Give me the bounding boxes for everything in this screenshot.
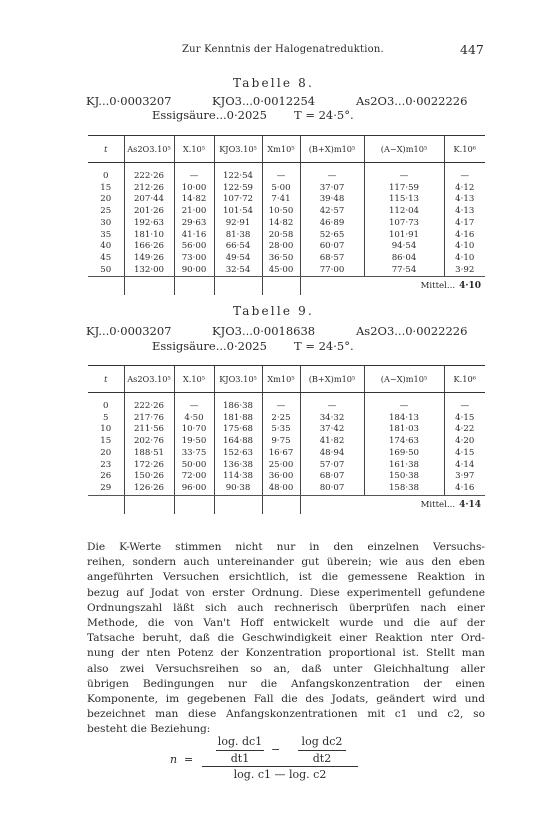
table-cell: 37·07	[300, 183, 364, 195]
table-cell: 37·42	[300, 424, 364, 436]
table-cell: 96·00	[174, 483, 214, 495]
table-cell: 3·97	[444, 471, 485, 483]
paragraph-line: also zwei Versuchsreihen so an, daß unter Gleichhaltung aller	[87, 662, 485, 675]
cond-temp: T = 24·5°.	[294, 339, 354, 353]
paragraph-line: reihen, sondern auch untereinander gut überein; wie aus den eben	[87, 556, 485, 569]
table-cell: 117·59	[364, 183, 444, 195]
table-cell: —	[364, 401, 444, 413]
table-row	[88, 471, 485, 483]
table-cell: 0	[103, 401, 109, 411]
table-cell: 50	[88, 265, 124, 277]
table-cell: 4·10	[444, 241, 485, 253]
table-cell: 68·07	[300, 471, 364, 483]
table-8-conditions-line2	[86, 108, 486, 122]
table-9-conditions-line1	[86, 324, 486, 338]
col-header: As2O3.10⁵	[124, 136, 174, 163]
table-row	[88, 401, 485, 413]
mean-label: Mittel...	[420, 499, 456, 510]
table-cell: 211·56	[124, 424, 174, 436]
table-cell: 40	[100, 241, 112, 252]
table-row	[88, 218, 485, 230]
table-cell: 29	[88, 483, 124, 495]
table-cell: 181·03	[364, 424, 444, 436]
table-cell: 222·26	[124, 171, 174, 183]
table-8-conditions-line1	[86, 94, 486, 108]
table-header-row	[88, 366, 485, 393]
table-cell: 36·00	[262, 471, 300, 483]
table-row	[88, 206, 485, 218]
table-cell: 4·13	[444, 194, 485, 206]
table-row	[88, 194, 485, 206]
table-cell: 150·38	[364, 471, 444, 483]
data-table-8	[88, 135, 485, 295]
fraction-bar	[216, 750, 264, 751]
table-cell: —	[262, 401, 300, 413]
table-cell: 164·88	[214, 436, 262, 448]
table-cell: 9·75	[262, 436, 300, 448]
paragraph-line: Ordnungszahl läßt sich auch rechnerisch überprüfen nach einer	[87, 601, 485, 614]
mean-value: 4·14	[459, 499, 481, 510]
formula-dt1: dt1	[230, 752, 250, 765]
table-row	[88, 436, 485, 448]
table-cell: 222·26	[124, 401, 174, 413]
table-cell: 41·16	[174, 230, 214, 242]
table-cell: 4·14	[444, 460, 485, 472]
cond-as2o3: As2O3...0·0022226	[356, 94, 468, 108]
table-cell: 45·00	[262, 265, 300, 277]
col-header: KJO3.10⁵	[214, 366, 262, 393]
table-cell: 5	[103, 412, 109, 423]
mean-label: Mittel...	[420, 281, 456, 292]
table-cell: 80·07	[300, 483, 364, 495]
table-cell: 42·57	[300, 206, 364, 218]
formula-num-right: log dc2	[301, 735, 343, 748]
table-cell: 94·54	[364, 241, 444, 253]
formula-equals: =	[184, 753, 194, 766]
table-cell: 132·00	[124, 265, 174, 277]
formula-minus: −	[271, 743, 281, 756]
table-row	[88, 171, 485, 183]
cond-as2o3: As2O3...0·0022226	[356, 324, 468, 338]
table-cell: 172·26	[124, 460, 174, 472]
table-cell: 4·15	[444, 448, 485, 460]
cond-acid: Essigsäure...0·2025	[152, 108, 267, 122]
cond-temp: T = 24·5°.	[294, 108, 354, 122]
table-cell: 35	[100, 229, 112, 240]
col-header: KJO3.10⁵	[214, 136, 262, 163]
table-cell: 5·35	[262, 424, 300, 436]
table-cell: —	[300, 171, 364, 183]
col-header: K.10⁶	[444, 136, 485, 163]
table-cell: 114·38	[214, 471, 262, 483]
table-cell: 186·38	[214, 401, 262, 413]
table-cell: 19·50	[174, 436, 214, 448]
table-cell: 188·51	[124, 448, 174, 460]
table-cell: 4·13	[444, 206, 485, 218]
table-cell: 0	[103, 171, 109, 181]
table-cell: 2·25	[262, 413, 300, 425]
col-header: As2O3.10⁵	[124, 366, 174, 393]
table-cell: 33·75	[174, 448, 214, 460]
body-paragraph	[87, 540, 485, 737]
paragraph-line: bezeichnet man diese Anfangskonzentrationen mit c1 und c2, so	[87, 708, 485, 721]
table-cell: 181·10	[124, 230, 174, 242]
table-cell: 73·00	[174, 253, 214, 265]
table-cell: 149·26	[124, 253, 174, 265]
table-cell: 23	[100, 459, 112, 470]
col-header: t	[88, 366, 124, 393]
table-row	[88, 483, 485, 495]
table-cell: 161·38	[364, 460, 444, 472]
table-cell: 60·07	[300, 241, 364, 253]
table-cell: 10·50	[262, 206, 300, 218]
table-cell: 217·76	[124, 413, 174, 425]
formula-dt2: dt2	[312, 752, 332, 765]
table-cell: 34·32	[300, 413, 364, 425]
table-cell: 10	[100, 424, 112, 435]
paragraph-line: nung der nten Potenz der Konzentration proportional ist. Stellt man	[87, 647, 485, 660]
paragraph-line: besteht die Beziehung:	[87, 723, 211, 736]
table-cell: 41·82	[300, 436, 364, 448]
table-cell: 30	[100, 217, 112, 228]
table-cell: 136·38	[214, 460, 262, 472]
paragraph-line: bezug auf Jodat von erster Ordnung. Diese experimentell gefundene	[87, 586, 485, 599]
table-row	[88, 460, 485, 472]
col-header: X.10⁵	[174, 366, 214, 393]
table-cell: 166·26	[124, 241, 174, 253]
table-cell: 122·54	[214, 171, 262, 183]
table-cell: 16·67	[262, 448, 300, 460]
table-cell: —	[174, 401, 214, 413]
fraction-bar	[298, 750, 346, 751]
table-row	[88, 183, 485, 195]
table-cell: 107·72	[214, 194, 262, 206]
table-cell: 32·54	[214, 265, 262, 277]
table-cell: 7·41	[262, 194, 300, 206]
formula-lhs: n	[170, 753, 178, 766]
table-cell: 4·16	[444, 483, 485, 495]
table-cell: 49·54	[214, 253, 262, 265]
formula-num-left: log. dc1	[217, 735, 263, 748]
table-8-title: Tabelle 8.	[232, 76, 315, 90]
table-cell: 4·22	[444, 424, 485, 436]
table-cell: 122·59	[214, 183, 262, 195]
table-cell: 20	[100, 447, 112, 458]
table-cell: 175·68	[214, 424, 262, 436]
table-cell: 101·54	[214, 206, 262, 218]
col-header: t	[88, 136, 124, 163]
table-9-title: Tabelle 9.	[232, 304, 315, 318]
cond-kjo3: KJO3...0·0018638	[212, 324, 316, 338]
formula-denominator: log. c1 — log. c2	[233, 768, 327, 781]
table-cell: 57·07	[300, 460, 364, 472]
table-cell: 52·65	[300, 230, 364, 242]
table-cell: 4·15	[444, 413, 485, 425]
table-cell: 174·63	[364, 436, 444, 448]
table-cell: 14·82	[262, 218, 300, 230]
table-cell: 66·54	[214, 241, 262, 253]
page-number: 447	[460, 42, 484, 57]
table-row	[88, 413, 485, 425]
table-cell: 28·00	[262, 241, 300, 253]
table-cell: 20·58	[262, 230, 300, 242]
table-header-row	[88, 136, 485, 163]
col-header: (B+X)m10⁵	[300, 136, 364, 163]
table-row	[88, 424, 485, 436]
table-cell: 26	[100, 471, 112, 482]
col-header: (B+X)m10⁵	[300, 366, 364, 393]
table-cell: 29·63	[174, 218, 214, 230]
mean-row	[88, 277, 485, 296]
table-cell: 4·50	[174, 413, 214, 425]
table-cell: 4·16	[444, 230, 485, 242]
table-cell: 212·26	[124, 183, 174, 195]
table-row	[88, 265, 485, 277]
paragraph-line: übrigen Bedingungen nur die Anfangskonzentration der einen	[87, 677, 485, 690]
table-row	[88, 241, 485, 253]
table-cell: 21·00	[174, 206, 214, 218]
table-cell: 126·26	[124, 483, 174, 495]
table-cell: 4·20	[444, 436, 485, 448]
table-cell: 107·73	[364, 218, 444, 230]
table-cell: 77·54	[364, 265, 444, 277]
table-cell: —	[444, 401, 485, 413]
cond-kj: KJ...0·0003207	[86, 324, 172, 338]
col-header: X.10⁵	[174, 136, 214, 163]
main-fraction-bar	[202, 766, 358, 767]
table-cell: 201·26	[124, 206, 174, 218]
table-cell: —	[364, 171, 444, 183]
table-cell: 90·38	[214, 483, 262, 495]
table-row	[88, 230, 485, 242]
col-header: K.10⁶	[444, 366, 485, 393]
table-cell: 48·00	[262, 483, 300, 495]
table-cell: 25	[100, 206, 112, 217]
table-cell: 46·89	[300, 218, 364, 230]
mean-value: 4·10	[459, 281, 481, 292]
table-cell: 50·00	[174, 460, 214, 472]
cond-acid: Essigsäure...0·2025	[152, 339, 267, 353]
table-cell: 4·17	[444, 218, 485, 230]
table-cell: 92·91	[214, 218, 262, 230]
table-cell: 152·63	[214, 448, 262, 460]
reaction-order-formula	[170, 735, 380, 785]
cond-kj: KJ...0·0003207	[86, 94, 172, 108]
table-cell: 10·00	[174, 183, 214, 195]
table-row	[88, 253, 485, 265]
running-title: Zur Kenntnis der Halogenatreduktion.	[182, 44, 384, 55]
table-cell: 3·92	[444, 265, 485, 277]
paragraph-line: Die K-Werte stimmen nicht nur in den einzelnen Versuchs-	[87, 541, 485, 553]
table-cell: 68·57	[300, 253, 364, 265]
cond-kjo3: KJO3...0·0012254	[212, 94, 316, 108]
table-row	[88, 448, 485, 460]
table-cell: 36·50	[262, 253, 300, 265]
table-cell: 45	[100, 252, 112, 263]
mean-row	[88, 495, 485, 514]
table-cell: 56·00	[174, 241, 214, 253]
table-cell: 4·12	[444, 183, 485, 195]
table-cell: 184·13	[364, 413, 444, 425]
col-header: Xm10⁵	[262, 366, 300, 393]
table-cell: 207·44	[124, 194, 174, 206]
table-cell: 39·48	[300, 194, 364, 206]
table-cell: —	[300, 401, 364, 413]
col-header: (A−X)m10⁵	[364, 366, 444, 393]
paragraph-line: angeführten Versuchen ersichtlich, ist die gemessene Reaktion in	[87, 571, 485, 584]
col-header: Xm10⁵	[262, 136, 300, 163]
table-cell: 20	[100, 194, 112, 205]
paragraph-line: Komponente, im gegebenen Fall die des Jodats, geändert wird und	[87, 692, 485, 705]
table-cell: 5·00	[262, 183, 300, 195]
col-header: (A−X)m10⁵	[364, 136, 444, 163]
table-cell: 10·70	[174, 424, 214, 436]
table-9-conditions-line2	[86, 339, 486, 353]
table-cell: —	[444, 171, 485, 183]
table-cell: 15	[100, 182, 112, 193]
table-cell: 81·38	[214, 230, 262, 242]
table-cell: 14·82	[174, 194, 214, 206]
table-cell: 202·76	[124, 436, 174, 448]
table-cell: 86·04	[364, 253, 444, 265]
table-cell: 4·10	[444, 253, 485, 265]
table-cell: 77·00	[300, 265, 364, 277]
running-head	[0, 44, 547, 60]
table-cell: 112·04	[364, 206, 444, 218]
table-cell: 115·13	[364, 194, 444, 206]
table-cell: 192·63	[124, 218, 174, 230]
table-cell: 158·38	[364, 483, 444, 495]
table-cell: —	[174, 171, 214, 183]
paragraph-line: Tatsache beruht, daß die Geschwindigkeit einer Reaktion nter Ord-	[87, 632, 485, 645]
table-cell: 181·88	[214, 413, 262, 425]
table-cell: 169·50	[364, 448, 444, 460]
table-cell: 150·26	[124, 471, 174, 483]
table-cell: 48·94	[300, 448, 364, 460]
paragraph-line: Methode, die von Van't Hoff entwickelt wurde und die auf der	[87, 616, 485, 629]
data-table-9	[88, 365, 485, 514]
table-cell: —	[262, 171, 300, 183]
table-cell: 25·00	[262, 460, 300, 472]
table-cell: 15	[100, 436, 112, 447]
table-cell: 90·00	[174, 265, 214, 277]
table-cell: 101·91	[364, 230, 444, 242]
table-cell: 72·00	[174, 471, 214, 483]
